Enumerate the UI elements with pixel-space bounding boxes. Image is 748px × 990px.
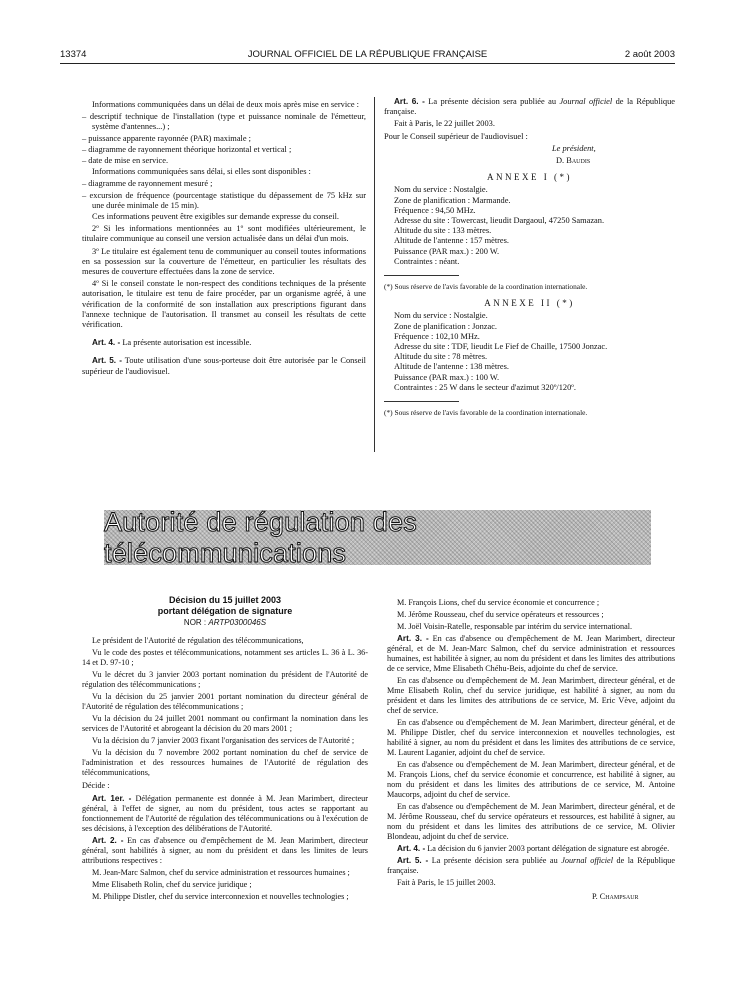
list-immediate-info (82, 179, 366, 211)
article-4 (82, 338, 366, 348)
article-text: La présente autorisation est incessible. (122, 338, 252, 348)
list-item: Fréquence : 94,50 MHz. (394, 205, 476, 215)
list-item: Adresse du site : Towercast, lieudit Dargaoul, 47250 Samazan. (394, 216, 605, 226)
page-number: 13374 (60, 49, 87, 60)
list-item: – diagramme de rayonnement mesuré ; (82, 179, 213, 189)
list-item: – date de mise en service. (82, 156, 169, 166)
article-label: Art. 4. - (92, 338, 121, 348)
signatory-name: D. Baudis (556, 156, 591, 166)
delegate-item: M. François Lions, chef du service économie et concurrence ; (397, 598, 600, 607)
article-1 (82, 794, 368, 834)
paragraph: En cas d'absence ou d'empêchement de M. Jean Marimbert, directeur général, et de M. François Lions, chef du service économie et concurrence, est habilité à signer, au nom du président et dans les limites des attributions de ce service, M. Antoine Maucorps, adjoint du chef de service. (387, 760, 675, 799)
paragraph: 2º Si les informations mentionnées au 1º sont modifiées ultérieurement, le titulaire communique au conseil une version actualisée dans un délai d'un mois. (82, 224, 366, 244)
top-left-column (82, 100, 366, 379)
header-rule (60, 63, 675, 64)
decision-title: Décision du 15 juillet 2003 (168, 595, 282, 605)
intro-immediate-info: Informations communiquées sans délai, si elles sont disponibles : (92, 167, 311, 177)
list-item: Zone de planification : Marmande. (394, 195, 511, 205)
article-5: Art. 5. - La présente décision sera publiée au Journal officiel de la République française. (387, 856, 675, 875)
annexe-2-title: ANNEXE II (*) (484, 298, 575, 309)
decision-subtitle: portant délégation de signature (157, 606, 293, 616)
list-item: Adresse du site : TDF, lieudit Le Fief de Chaille, 17500 Jonzac. (394, 342, 608, 352)
article-text: Délégation permanente est donnée à M. Jean Marimbert, directeur général, à l'effet de signer, au nom du président, tous actes se rapportant au fonctionnement de l'Autorité de régulation des télécommunications ou à l'exécution de ses décisions, à l'exception des délibérations de l'Autorité. (82, 794, 369, 833)
delegate-item: M. Joël Voisin-Ratelle, responsable par intérim du service international. (397, 622, 633, 631)
paragraph: Vu le décret du 3 janvier 2003 portant nomination du président de l'Autorité de régulation des télécommunications ; (82, 670, 368, 689)
delegate-item: M. Jérôme Rousseau, chef du service opérateurs et ressources ; (397, 610, 604, 619)
paragraph: 4º Si le conseil constate le non-respect des conditions techniques de la présente autorisation, le titulaire est tenu de faire procéder, par un organisme agréé, à une vérification de la conformité de son installation aux prescriptions figurant dans l'annexe technique de l'autorisation. Il transmet au conseil les résultats de cette vérification. (82, 279, 366, 330)
signatory-title: Le président, (552, 143, 596, 153)
fait-a-paris: Fait à Paris, le 22 juillet 2003. (394, 119, 495, 129)
list-item: – descriptif technique de l'installation (type et puissance nominale de l'émetteur, système d'antennes...) ; (82, 112, 366, 132)
footnote: (*) Sous réserve de l'avis favorable de la coordination internationale. (384, 282, 588, 292)
paragraph: Vu la décision du 25 janvier 2001 portant nomination du directeur général de l'Autorité de régulation des télécommunications ; (82, 692, 368, 711)
article-text: En cas d'absence ou d'empêchement de M. Jean Marimbert, directeur général, sont habilités à signer, au nom du président et dans les limites de leurs attributions respectives : (82, 836, 368, 865)
column-divider (374, 97, 375, 452)
top-right-column (384, 97, 675, 420)
list-item: Altitude de l'antenne : 138 mètres. (394, 362, 510, 372)
paragraph: Vu la décision du 24 juillet 2001 nommant ou confirmant la nomination dans les services de l'Autorité et abrogeant la décision du 20 mars 2001 ; (82, 714, 368, 733)
journal-name: Journal officiel (559, 97, 613, 106)
article-label: Art. 5. - (397, 856, 429, 865)
paragraph: Le président de l'Autorité de régulation des télécommunications, (92, 636, 304, 645)
list-item: – puissance apparente rayonnée (PAR) maximale ; (82, 133, 251, 143)
paragraph: Vu la décision du 7 janvier 2003 fixant l'organisation des services de l'Autorité ; (92, 736, 355, 745)
list-item: Puissance (PAR max.) : 100 W. (394, 372, 500, 382)
signatory-name: P. Champsaur (592, 892, 639, 901)
paragraph: Vu le code des postes et télécommunications, notamment ses articles L. 36 à L. 36-14 et D. 97-10 ; (82, 648, 368, 667)
article-label: Art. 3. - (397, 634, 429, 643)
list-item: Altitude du site : 133 mètres. (394, 226, 492, 236)
article-label: Art. 6. - (394, 97, 425, 106)
article-label: Art. 4. - (397, 844, 426, 853)
delegate-item: M. Jean-Marc Salmon, chef du service administration et ressources humaines ; (92, 868, 350, 877)
nor-code: ARTP0300046S (208, 618, 267, 627)
footnote-rule (384, 275, 459, 276)
decide-heading: Décide : (82, 781, 110, 790)
list-item: – diagramme de rayonnement théorique horizontal et vertical ; (82, 144, 292, 154)
intro-delayed-info: Informations communiquées dans un délai de deux mois après mise en service : (92, 100, 359, 109)
article-label: Art. 1er. - (92, 794, 132, 803)
list-item: Contraintes : néant. (394, 256, 460, 266)
running-header (60, 49, 675, 63)
paragraph: Vu la décision du 7 novembre 2002 portant nomination du chef de service de l'administration et des ressources humaines de l'Autorité de régulation des télécommunications, (82, 748, 368, 777)
issue-date: 2 août 2003 (624, 49, 675, 60)
list-item: Contraintes : 25 W dans le secteur d'azimut 320º/120º. (394, 382, 577, 392)
paragraph: 3º Le titulaire est également tenu de communiquer au conseil toutes informations en sa possession sur la couverture de l'émetteur, en particulier les résultats des mesures de couverture effectuées dans la zone de service. (82, 246, 366, 277)
section-title: Autorité de régulation des télécommunications (104, 506, 417, 568)
nor-reference: NOR : ARTP0300046S (183, 618, 267, 627)
annexe-2-list (384, 311, 675, 393)
list-delayed-info (82, 112, 366, 166)
journal-title: JOURNAL OFFICIEL DE LA RÉPUBLIQUE FRANÇAISE (247, 49, 488, 60)
article-text: Toute utilisation d'une sous-porteuse doit être autorisée par le Conseil supérieur de l'audiovisuel. (82, 356, 366, 376)
annexe-1-title: ANNEXE I (*) (487, 172, 572, 183)
pour-le-conseil: Pour le Conseil supérieur de l'audiovisuel : (384, 131, 528, 141)
article-6: Art. 6. - La présente décision sera publiée au Journal officiel de la République française. (384, 97, 676, 117)
list-item: Zone de planification : Jonzac. (394, 321, 498, 331)
article-text: La décision du 6 janvier 2003 portant délégation de signature est abrogée. (427, 844, 670, 853)
list-item: Nom du service : Nostalgie. (394, 311, 488, 321)
bottom-left-column (82, 595, 368, 904)
article-4 (387, 844, 675, 854)
article-3 (387, 634, 675, 674)
list-item: Fréquence : 102,10 MHz. (394, 331, 480, 341)
delegate-item: M. Philippe Distler, chef du service interconnexion et nouvelles technologies ; (92, 892, 349, 901)
list-item: Altitude de l'antenne : 157 mètres. (394, 236, 510, 246)
article-label: Art. 2. - (92, 836, 124, 845)
list-item: Puissance (PAR max.) : 200 W. (394, 246, 500, 256)
article-text: En cas d'absence ou d'empêchement de M. Jean Marimbert, directeur général, et de M. Jean-Marc Salmon, chef du service administration et ressources humaines, est habilitée à signer, au nom du président et dans les limites des attributions de ce service, Mme Elisabeth Chéhu-Beis, adjointe du chef de service. (387, 634, 675, 673)
paragraph: Ces informations peuvent être exigibles sur demande expresse du conseil. (92, 212, 339, 222)
bottom-right-column (387, 598, 675, 904)
footnote: (*) Sous réserve de l'avis favorable de la coordination internationale. (384, 408, 588, 418)
article-2 (82, 836, 368, 866)
journal-name: Journal officiel (561, 856, 613, 865)
paragraph: En cas d'absence ou d'empêchement de M. Jean Marimbert, directeur général, et de Mme Elisabeth Rolin, chef du service juridique, est habilité à signer, au nom du président et dans les limites des attributions de ce service, M. Eric Vève, adjoint du chef de service. (387, 676, 675, 715)
delegate-item: Mme Elisabeth Rolin, chef du service juridique ; (92, 880, 252, 889)
article-label: Art. 5. - (92, 356, 122, 366)
paragraph: En cas d'absence ou d'empêchement de M. Jean Marimbert, directeur général, et de M. Philippe Distler, chef du service interconnexion et nouvelles technologies, est habilité à signer, au nom du président et dans les limites des attributions de ce service, M. Laurent Laganier, adjoint du chef de service. (387, 718, 675, 757)
list-item: Nom du service : Nostalgie. (394, 185, 488, 195)
paragraph: En cas d'absence ou d'empêchement de M. Jean Marimbert, directeur général, et de M. Jérôme Rousseau, chef du service opérateurs et ressources, est habilité à signer, au nom du président et dans les limites des attributions de ce service, M. Olivier Blondeau, adjoint du chef de service. (387, 802, 675, 841)
list-item: – excursion de fréquence (pourcentage statistique du dépassement de 75 kHz sur une durée minimale de 15 min). (82, 190, 366, 210)
article-5 (82, 356, 366, 376)
fait-a-paris: Fait à Paris, le 15 juillet 2003. (397, 878, 496, 887)
list-item: Altitude du site : 78 mètres. (394, 352, 488, 362)
footnote-rule (384, 401, 459, 402)
section-banner (104, 506, 651, 568)
annexe-1-list (384, 185, 675, 267)
